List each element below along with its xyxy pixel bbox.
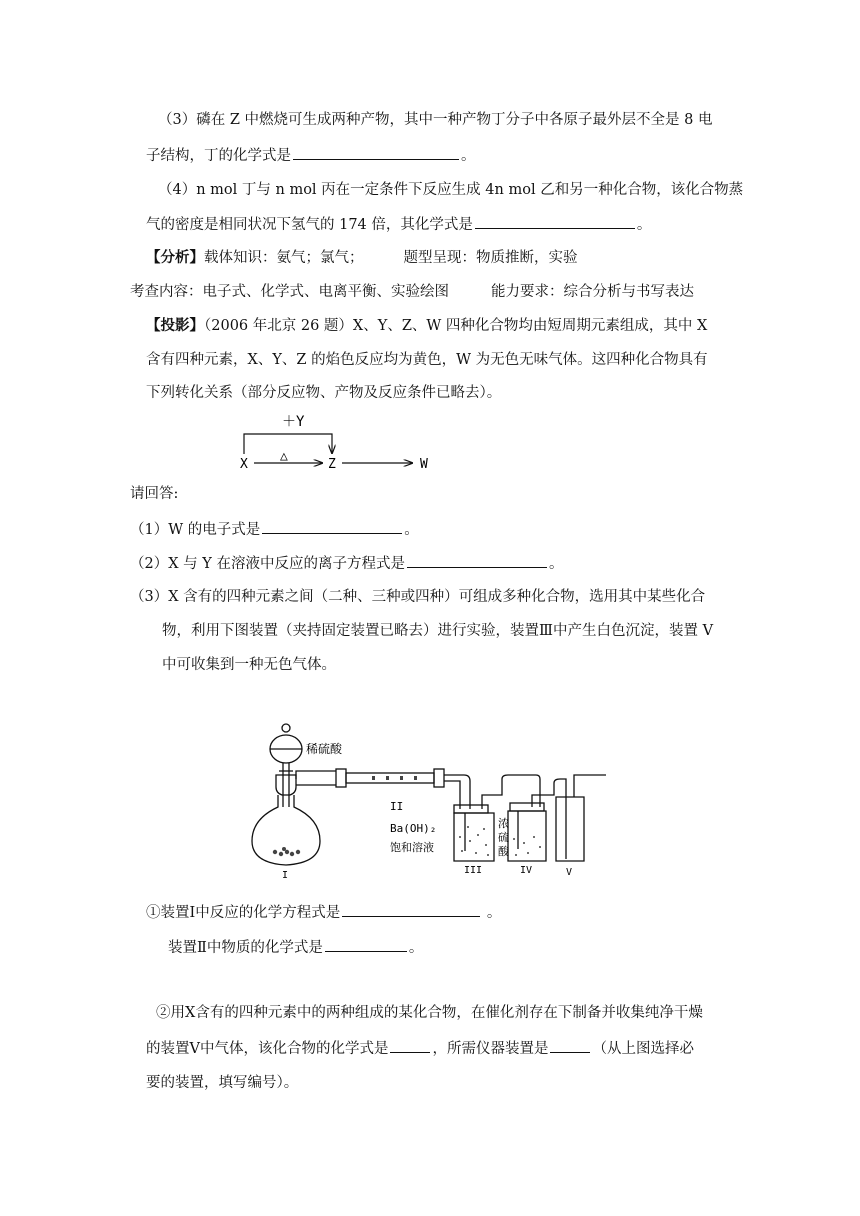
p1-text: （1）W 的电子式是 <box>130 522 261 538</box>
s1-line-b <box>168 937 423 958</box>
p1-line <box>130 519 419 540</box>
s2-line1: ②用Ⅹ含有的四种元素中的两种组成的某化合物，在催化剂存在下制备并收集纯净干燥 <box>156 1005 703 1021</box>
apparatus-diagram <box>240 715 610 880</box>
s2-line3: 要的装置，填写编号）。 <box>146 1075 299 1091</box>
projection-text1: （2006 年北京 26 题）X、Y、Z、W 四种化合物均由短周期元素组成，其中 X <box>204 318 708 334</box>
label-ba-oh: Ba(OH)₂ <box>390 822 437 835</box>
scheme-y-branch-arrow <box>244 434 332 454</box>
label-dilute-acid: 稀硫酸 <box>306 742 343 756</box>
label-saturated-solution: 饱和溶液 <box>390 841 434 854</box>
p3-line3: 中可收集到一种无色气体。 <box>162 657 336 673</box>
q4-line2 <box>146 214 651 235</box>
s1-b-answer-blank[interactable] <box>325 937 407 952</box>
analysis-type: 题型呈现：物质推断，实验 <box>403 250 578 266</box>
s2-text-a: 的装置Ⅴ中气体，该化合物的化学式是 <box>146 1041 389 1057</box>
q3-line1: （3）磷在 Z 中燃烧可生成两种产物，其中一种产物丁分子中各原子最外层不全是 8 电 <box>158 112 713 128</box>
s2-compound-blank[interactable] <box>390 1038 430 1053</box>
reaction-scheme <box>230 408 450 474</box>
p2-answer-blank[interactable] <box>407 553 547 568</box>
analysis-carrier: 载体知识：氨气；氯气； <box>204 250 364 266</box>
projection-line1 <box>146 316 707 336</box>
drying-tube <box>346 773 434 783</box>
p2-text: （2）X 与 Y 在溶液中反应的离子方程式是 <box>130 556 405 572</box>
q4-answer-blank[interactable] <box>475 214 635 229</box>
scheme-heat: △ <box>280 449 288 464</box>
p1-end: 。 <box>404 522 419 538</box>
scheme-plus-y: ＋Y <box>282 414 305 430</box>
q4-end: 。 <box>636 217 652 233</box>
s1-line-a <box>146 902 501 923</box>
q3-line2 <box>146 145 476 166</box>
projection-tag: 【投影】 <box>146 317 204 334</box>
label-iii: III <box>464 865 483 876</box>
s1-a-text: ①装置Ⅰ中反应的化学方程式是 <box>146 905 341 921</box>
scheme-x: X <box>240 457 248 472</box>
analysis-content: 考查内容：电子式、化学式、电离平衡、实验绘图 <box>130 284 449 300</box>
q4-line1: （4）n mol 丁与 n mol 丙在一定条件下反应生成 4n mol 乙和另一种化合物，该化合物蒸 <box>158 182 744 198</box>
q3-answer-blank[interactable] <box>293 145 459 160</box>
s2-apparatus-blank[interactable] <box>550 1038 590 1053</box>
label-ii: II <box>390 800 404 813</box>
label-iv: IV <box>520 865 533 876</box>
p2-line <box>130 553 563 574</box>
p1-answer-blank[interactable] <box>262 519 402 534</box>
round-bottom-flask <box>252 795 320 865</box>
s1-b-text: 装置Ⅱ中物质的化学式是 <box>168 940 323 956</box>
s1-a-end: 。 <box>482 905 502 921</box>
ask-line: 请回答: <box>130 486 179 502</box>
q3-end: 。 <box>461 148 476 164</box>
bottle-v <box>556 797 584 861</box>
projection-line3: 下列转化关系（部分反应物、产物及反应条件已略去）。 <box>146 385 502 401</box>
flask-stopper <box>276 775 296 795</box>
p3-line2: 物，利用下图装置（夹持固定装置已略去）进行实验，装置Ⅲ中产生白色沉淀，装置 V <box>162 623 714 639</box>
projection-line2: 含有四种元素，X、Y、Z 的焰色反应均为黄色，W 为无色无味气体。这四种化合物具有 <box>146 352 708 368</box>
analysis-line2 <box>130 282 694 302</box>
q3-text: 子结构，丁的化学式是 <box>146 148 291 164</box>
label-i: I <box>282 870 289 880</box>
s2-text-c: （从上图选择必 <box>592 1041 694 1057</box>
s2-line2 <box>146 1038 694 1059</box>
analysis-line <box>146 248 578 268</box>
analysis-tag: 【分析】 <box>146 249 204 266</box>
scheme-z: Z <box>328 457 336 472</box>
p2-end: 。 <box>548 556 564 572</box>
p3-line1: （3）X 含有的四种元素之间（二种、三种或四种）可组成多种化合物，选用其中某些化合 <box>130 589 706 605</box>
s1-a-answer-blank[interactable] <box>342 902 480 917</box>
label-v: V <box>566 867 573 878</box>
funnel-stopper <box>282 724 290 732</box>
label-conc-2: 硫 <box>498 831 509 844</box>
scheme-w: W <box>420 457 428 472</box>
s2-text-b: ，所需仪器装置是 <box>432 1041 549 1057</box>
label-conc-3: 酸 <box>498 845 509 858</box>
bottle-iv <box>508 811 546 861</box>
analysis-ability: 能力要求：综合分析与书写表达 <box>491 284 694 300</box>
q4-text: 气的密度是相同状况下氢气的 174 倍，其化学式是 <box>146 217 473 233</box>
label-conc-1: 浓 <box>498 817 509 830</box>
s1-b-end: 。 <box>408 940 424 956</box>
